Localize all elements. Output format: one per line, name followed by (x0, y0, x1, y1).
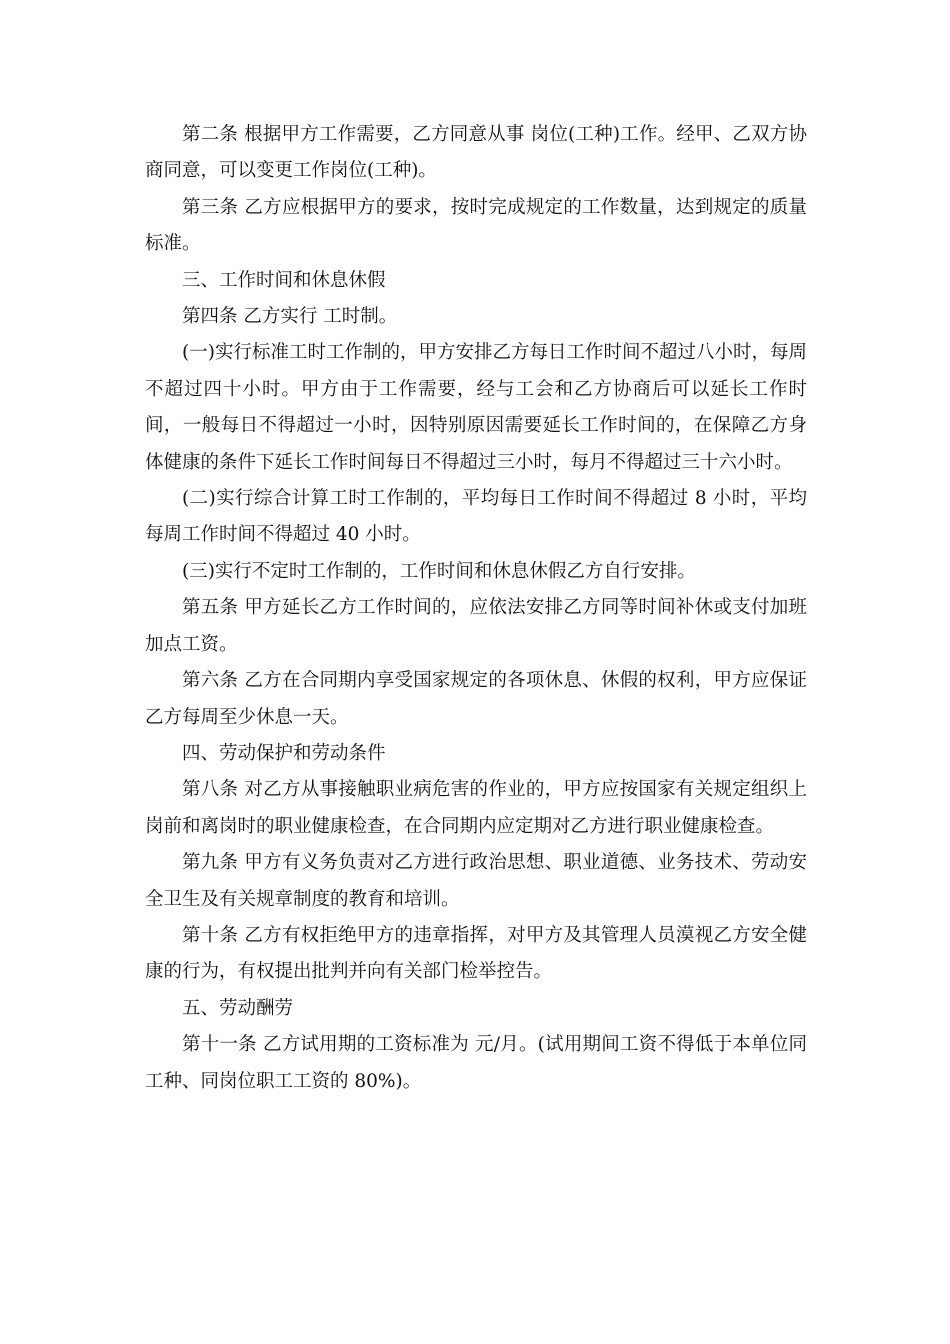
paragraph-standard-hours: (一)实行标准工时工作制的，甲方安排乙方每日工作时间不超过八小时，每周不超过四十小时。甲方由于工作需要，经与工会和乙方协商后可以延长工作时间，一般每日不得超过一小时，因特别原因需要延长工作时间的，在保障乙方身体健康的条件下延长工作时间每日不得超过三小时，每月不得超过三十六小时。 (145, 342, 807, 473)
section-heading-working-hours: 三、工作时间和休息休假 (182, 269, 386, 291)
document-body (145, 117, 807, 1100)
paragraph-flexible-hours: (三)实行不定时工作制的，工作时间和休息休假乙方自行安排。 (182, 560, 696, 582)
paragraph-article-11: 第十一条 乙方试用期的工资标准为 元/月。(试用期间工资不得低于本单位同工种、同岗位职工工资的 80%)。 (145, 1034, 807, 1092)
paragraph-article-5: 第五条 甲方延长乙方工作时间的，应依法安排乙方同等时间补休或支付加班加点工资。 (145, 597, 807, 655)
section-heading-labor-protection: 四、劳动保护和劳动条件 (182, 742, 386, 764)
paragraph-article-9: 第九条 甲方有义务负责对乙方进行政治思想、职业道德、业务技术、劳动安全卫生及有关规章制度的教育和培训。 (145, 852, 807, 910)
paragraph-article-10: 第十条 乙方有权拒绝甲方的违章指挥，对甲方及其管理人员漠视乙方安全健康的行为，有权提出批判并向有关部门检举控告。 (145, 924, 807, 983)
paragraph-article-8: 第八条 对乙方从事接触职业病危害的作业的，甲方应按国家有关规定组织上岗前和离岗时的职业健康检查，在合同期内应定期对乙方进行职业健康检查。 (145, 779, 807, 837)
paragraph-comprehensive-hours: (二)实行综合计算工时工作制的，平均每日工作时间不得超过 8 小时，平均每周工作时间不得超过 40 小时。 (145, 488, 807, 546)
paragraph-article-2: 第二条 根据甲方工作需要，乙方同意从事 岗位(工种)工作。经甲、乙双方协商同意，可以变更工作岗位(工种)。 (145, 124, 807, 182)
section-heading-remuneration: 五、劳动酬劳 (182, 997, 294, 1019)
paragraph-article-4: 第四条 乙方实行 工时制。 (182, 306, 398, 328)
paragraph-article-6: 第六条 乙方在合同期内享受国家规定的各项休息、休假的权利，甲方应保证乙方每周至少休息一天。 (145, 670, 807, 728)
paragraph-article-3: 第三条 乙方应根据甲方的要求，按时完成规定的工作数量，达到规定的质量标准。 (145, 196, 807, 255)
